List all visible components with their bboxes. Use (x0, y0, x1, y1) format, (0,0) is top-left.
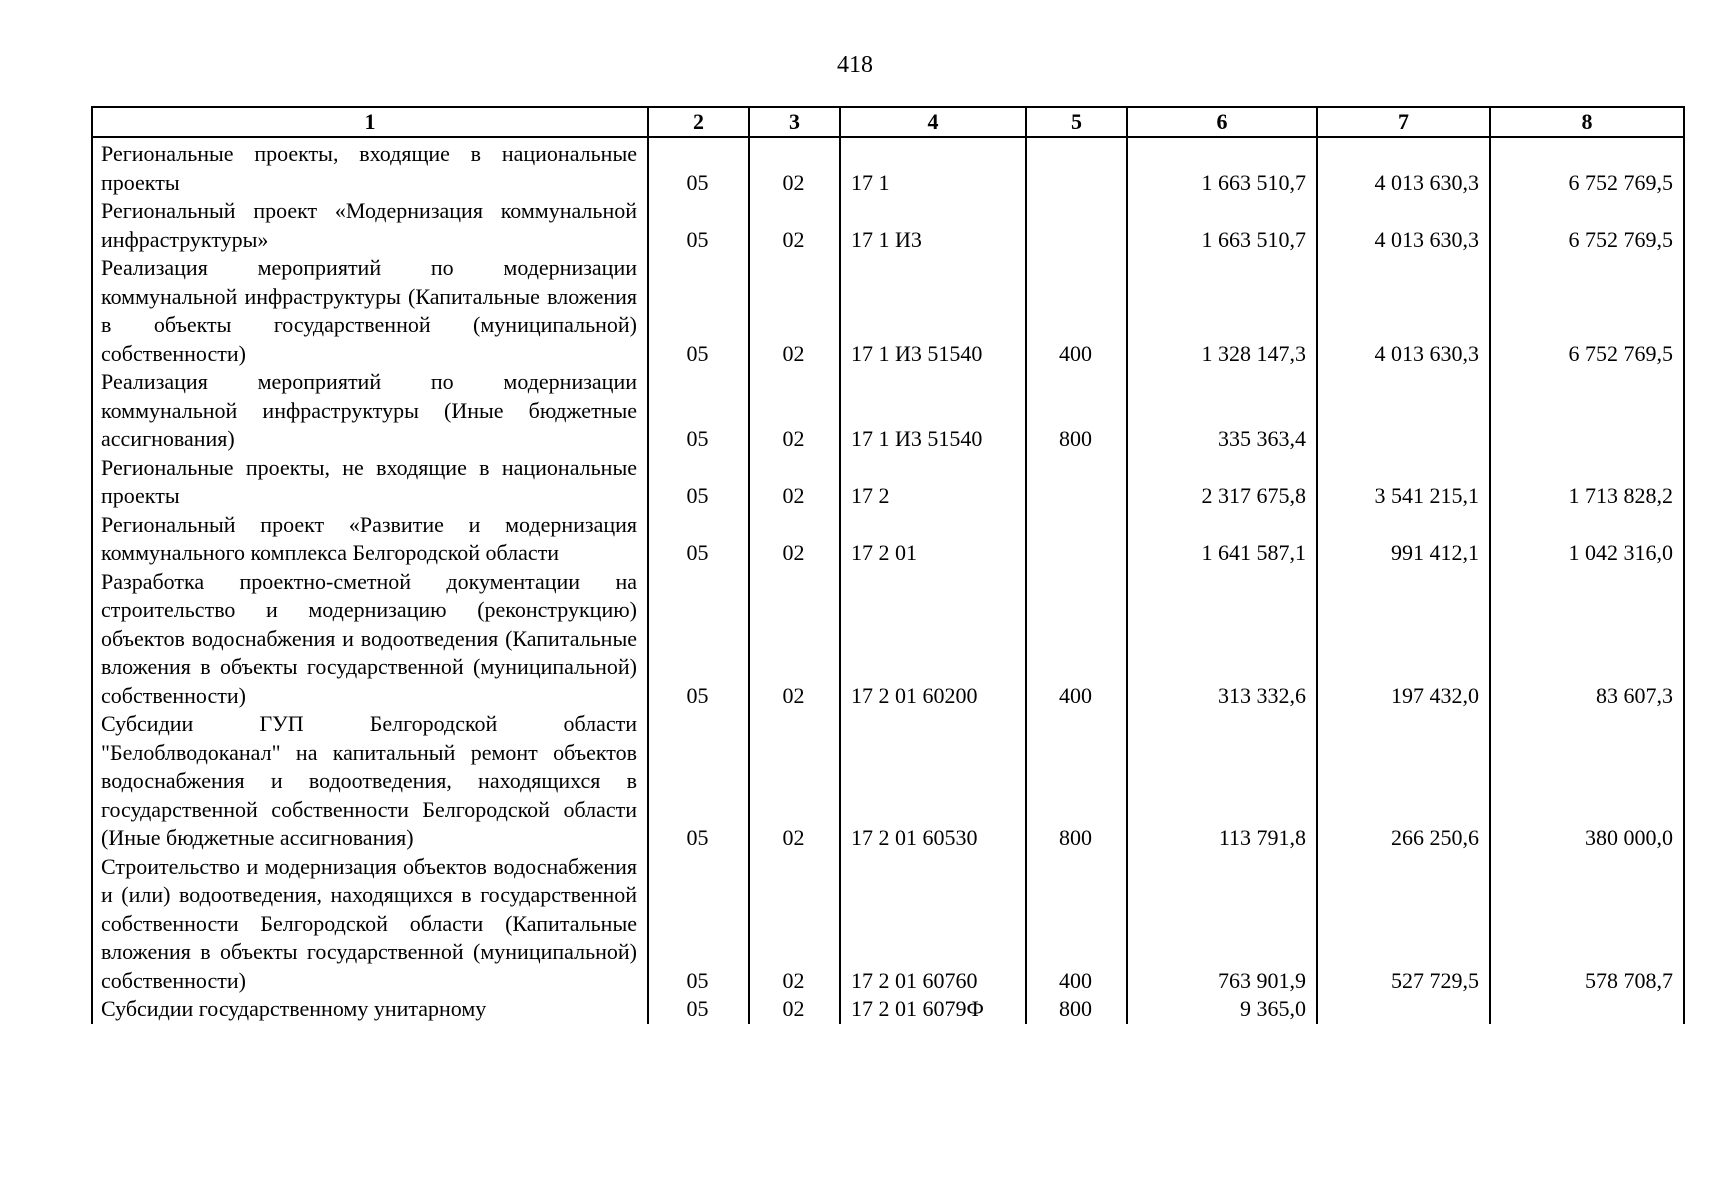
row-section: 05 (648, 197, 749, 254)
row-name: Субсидии государственному унитарному (92, 995, 648, 1024)
row-amount-8: 83 607,3 (1490, 568, 1684, 711)
row-amount-8: 380 000,0 (1490, 710, 1684, 853)
row-target-code: 17 2 01 60200 (840, 568, 1026, 711)
row-subsection: 02 (749, 197, 840, 254)
row-subsection: 02 (749, 368, 840, 454)
row-amount-8: 1 042 316,0 (1490, 511, 1684, 568)
column-header-5: 5 (1026, 107, 1127, 137)
row-amount-6: 2 317 675,8 (1127, 454, 1317, 511)
row-amount-8: 6 752 769,5 (1490, 254, 1684, 368)
row-amount-7: 4 013 630,3 (1317, 197, 1490, 254)
row-name: Региональный проект «Модернизация коммунальной инфраструктуры» (92, 197, 648, 254)
row-expense-type: 800 (1026, 710, 1127, 853)
row-target-code: 17 2 01 60760 (840, 853, 1026, 996)
row-target-code: 17 2 (840, 454, 1026, 511)
table-row (92, 853, 1684, 996)
row-name: Реализация мероприятий по модернизации коммунальной инфраструктуры (Капитальные вложения в объекты государственной (муниципальной) собственности) (92, 254, 648, 368)
row-expense-type (1026, 137, 1127, 197)
row-expense-type (1026, 197, 1127, 254)
column-header-1: 1 (92, 107, 648, 137)
row-subsection: 02 (749, 995, 840, 1024)
row-section: 05 (648, 137, 749, 197)
row-expense-type (1026, 511, 1127, 568)
row-section: 05 (648, 995, 749, 1024)
row-target-code: 17 1 (840, 137, 1026, 197)
row-section: 05 (648, 853, 749, 996)
row-amount-8: 1 713 828,2 (1490, 454, 1684, 511)
header-row (92, 107, 1684, 137)
row-amount-8 (1490, 368, 1684, 454)
table-row (92, 197, 1684, 254)
row-target-code: 17 2 01 6079Ф (840, 995, 1026, 1024)
table-row (92, 137, 1684, 197)
row-amount-8: 6 752 769,5 (1490, 197, 1684, 254)
column-header-4: 4 (840, 107, 1026, 137)
row-amount-7: 266 250,6 (1317, 710, 1490, 853)
row-target-code: 17 1 И3 51540 (840, 368, 1026, 454)
row-amount-6: 1 663 510,7 (1127, 197, 1317, 254)
row-amount-6: 1 328 147,3 (1127, 254, 1317, 368)
row-name: Субсидии ГУП Белгородской области "Белоблводоканал" на капитальный ремонт объектов водоснабжения и водоотведения, находящихся в государственной собственности Белгородской области (Иные бюджетные ассигнования) (92, 710, 648, 853)
row-subsection: 02 (749, 254, 840, 368)
row-section: 05 (648, 454, 749, 511)
row-amount-7: 991 412,1 (1317, 511, 1490, 568)
row-subsection: 02 (749, 568, 840, 711)
column-header-8: 8 (1490, 107, 1684, 137)
row-amount-6: 1 641 587,1 (1127, 511, 1317, 568)
row-amount-6: 763 901,9 (1127, 853, 1317, 996)
column-header-3: 3 (749, 107, 840, 137)
row-amount-7: 527 729,5 (1317, 853, 1490, 996)
budget-table (91, 106, 1685, 1024)
row-name: Региональные проекты, не входящие в национальные проекты (92, 454, 648, 511)
row-name: Реализация мероприятий по модернизации коммунальной инфраструктуры (Иные бюджетные ассигнования) (92, 368, 648, 454)
row-amount-6: 313 332,6 (1127, 568, 1317, 711)
row-name: Разработка проектно-сметной документации на строительство и модернизацию (реконструкцию) объектов водоснабжения и водоотведения (Капитальные вложения в объекты государственной (муниципальной) собственности) (92, 568, 648, 711)
row-amount-8: 6 752 769,5 (1490, 137, 1684, 197)
row-name: Региональный проект «Развитие и модернизация коммунального комплекса Белгородской области (92, 511, 648, 568)
row-subsection: 02 (749, 511, 840, 568)
row-target-code: 17 2 01 (840, 511, 1026, 568)
row-amount-7 (1317, 368, 1490, 454)
row-section: 05 (648, 368, 749, 454)
row-amount-7: 3 541 215,1 (1317, 454, 1490, 511)
row-amount-8: 578 708,7 (1490, 853, 1684, 996)
row-target-code: 17 1 И3 51540 (840, 254, 1026, 368)
table-row (92, 511, 1684, 568)
row-name: Строительство и модернизация объектов водоснабжения и (или) водоотведения, находящихся в государственной собственности Белгородской области (Капитальные вложения в объекты государственной (муниципальной) собственности) (92, 853, 648, 996)
row-expense-type (1026, 454, 1127, 511)
table-row (92, 254, 1684, 368)
row-expense-type: 400 (1026, 568, 1127, 711)
row-subsection: 02 (749, 454, 840, 511)
row-section: 05 (648, 710, 749, 853)
row-section: 05 (648, 568, 749, 711)
column-header-2: 2 (648, 107, 749, 137)
row-amount-7: 197 432,0 (1317, 568, 1490, 711)
row-amount-8 (1490, 995, 1684, 1024)
page-number: 418 (837, 52, 873, 78)
row-subsection: 02 (749, 137, 840, 197)
row-name: Региональные проекты, входящие в национальные проекты (92, 137, 648, 197)
column-header-6: 6 (1127, 107, 1317, 137)
row-amount-6: 335 363,4 (1127, 368, 1317, 454)
row-expense-type: 400 (1026, 853, 1127, 996)
row-section: 05 (648, 511, 749, 568)
row-expense-type: 400 (1026, 254, 1127, 368)
row-subsection: 02 (749, 710, 840, 853)
row-expense-type: 800 (1026, 368, 1127, 454)
table-row (92, 995, 1684, 1024)
row-target-code: 17 2 01 60530 (840, 710, 1026, 853)
row-expense-type: 800 (1026, 995, 1127, 1024)
row-amount-7: 4 013 630,3 (1317, 254, 1490, 368)
table-row (92, 454, 1684, 511)
column-header-7: 7 (1317, 107, 1490, 137)
row-amount-6: 9 365,0 (1127, 995, 1317, 1024)
row-amount-6: 113 791,8 (1127, 710, 1317, 853)
row-target-code: 17 1 И3 (840, 197, 1026, 254)
table-row (92, 568, 1684, 711)
row-section: 05 (648, 254, 749, 368)
table-row (92, 368, 1684, 454)
row-subsection: 02 (749, 853, 840, 996)
row-amount-7 (1317, 995, 1490, 1024)
table-row (92, 710, 1684, 853)
row-amount-7: 4 013 630,3 (1317, 137, 1490, 197)
row-amount-6: 1 663 510,7 (1127, 137, 1317, 197)
